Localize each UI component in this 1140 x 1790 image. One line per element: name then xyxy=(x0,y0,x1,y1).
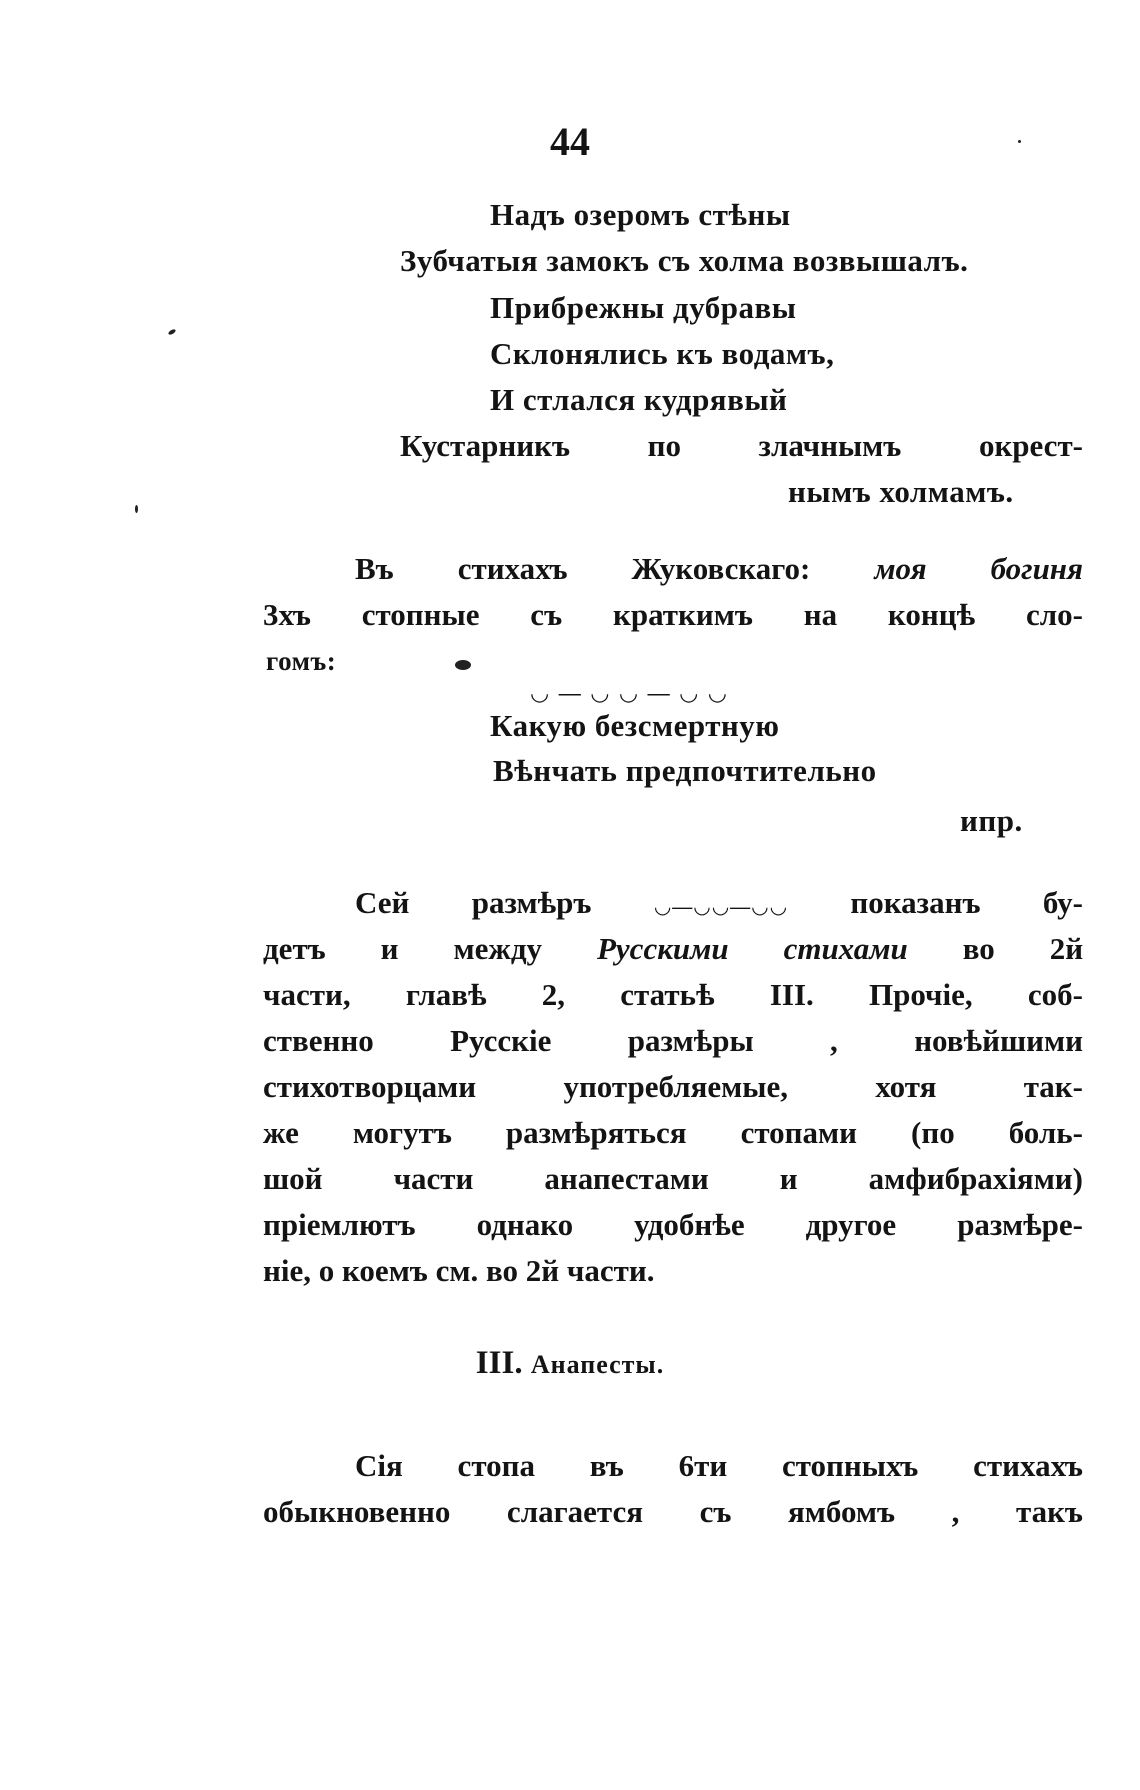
ink-mark xyxy=(135,505,138,513)
meter-scheme: ◡ — ◡ ◡ — ◡ ◡ xyxy=(530,680,729,705)
poem-line: Надъ озеромъ стѣны xyxy=(490,197,791,232)
example-line: Вѣнчать предпочтительно xyxy=(493,753,877,788)
example-line: Какую безсмертную xyxy=(490,708,780,743)
ink-mark xyxy=(168,328,177,335)
ink-mark xyxy=(1018,140,1021,143)
paragraph-line: Сія стопа въ 6ти стопныхъ стихахъ xyxy=(355,1448,1083,1483)
poem-line: нымъ холмамъ. xyxy=(788,474,1014,509)
paragraph-line: обыкновенно слагается съ ямбомъ , такъ xyxy=(263,1494,1083,1529)
paragraph-line: же могутъ размѣряться стопами (по боль- xyxy=(263,1115,1083,1150)
paragraph-line: ственно Русскіе размѣры , новѣйшими xyxy=(263,1023,1083,1058)
poem-line: И стлался кудрявый xyxy=(490,382,788,417)
ink-blot xyxy=(455,660,471,670)
poem-line: Склонялись къ водамъ, xyxy=(490,336,835,371)
paragraph-line: ніе, о коемъ см. во 2й части. xyxy=(263,1253,655,1288)
paragraph-line: 3хъ стопные съ краткимъ на концѣ сло- xyxy=(263,597,1083,632)
paragraph-line: части, главѣ 2, статьѣ III. Прочіе, соб- xyxy=(263,977,1083,1012)
paragraph-line: шой части анапестами и амфибрахіями) xyxy=(263,1161,1083,1196)
paragraph-line: Въ стихахъ Жуковскаго: моя богиня xyxy=(355,551,1083,586)
page-number: 44 xyxy=(550,119,590,164)
paragraph-line: стихотворцами употребляемые, хотя так- xyxy=(263,1069,1083,1104)
poem-line: Кустарникъ по злачнымъ окрест- xyxy=(400,428,1083,463)
example-line: ипр. xyxy=(960,803,1023,838)
paragraph-line: гомъ: xyxy=(266,646,337,676)
paragraph-line: детъ и между Русскими стихами во 2й xyxy=(263,931,1084,966)
paragraph-line: пріемлютъ однако удобнѣе другое размѣре- xyxy=(263,1207,1083,1242)
poem-line: Зубчатыя замокъ съ холма возвышалъ. xyxy=(400,243,969,278)
paragraph-line: Сей размѣръ ◡—◡◡—◡◡ показанъ бу- xyxy=(355,885,1083,920)
section-heading: III. Анапесты. xyxy=(475,1345,665,1381)
poem-line: Прибрежны дубравы xyxy=(490,290,797,325)
